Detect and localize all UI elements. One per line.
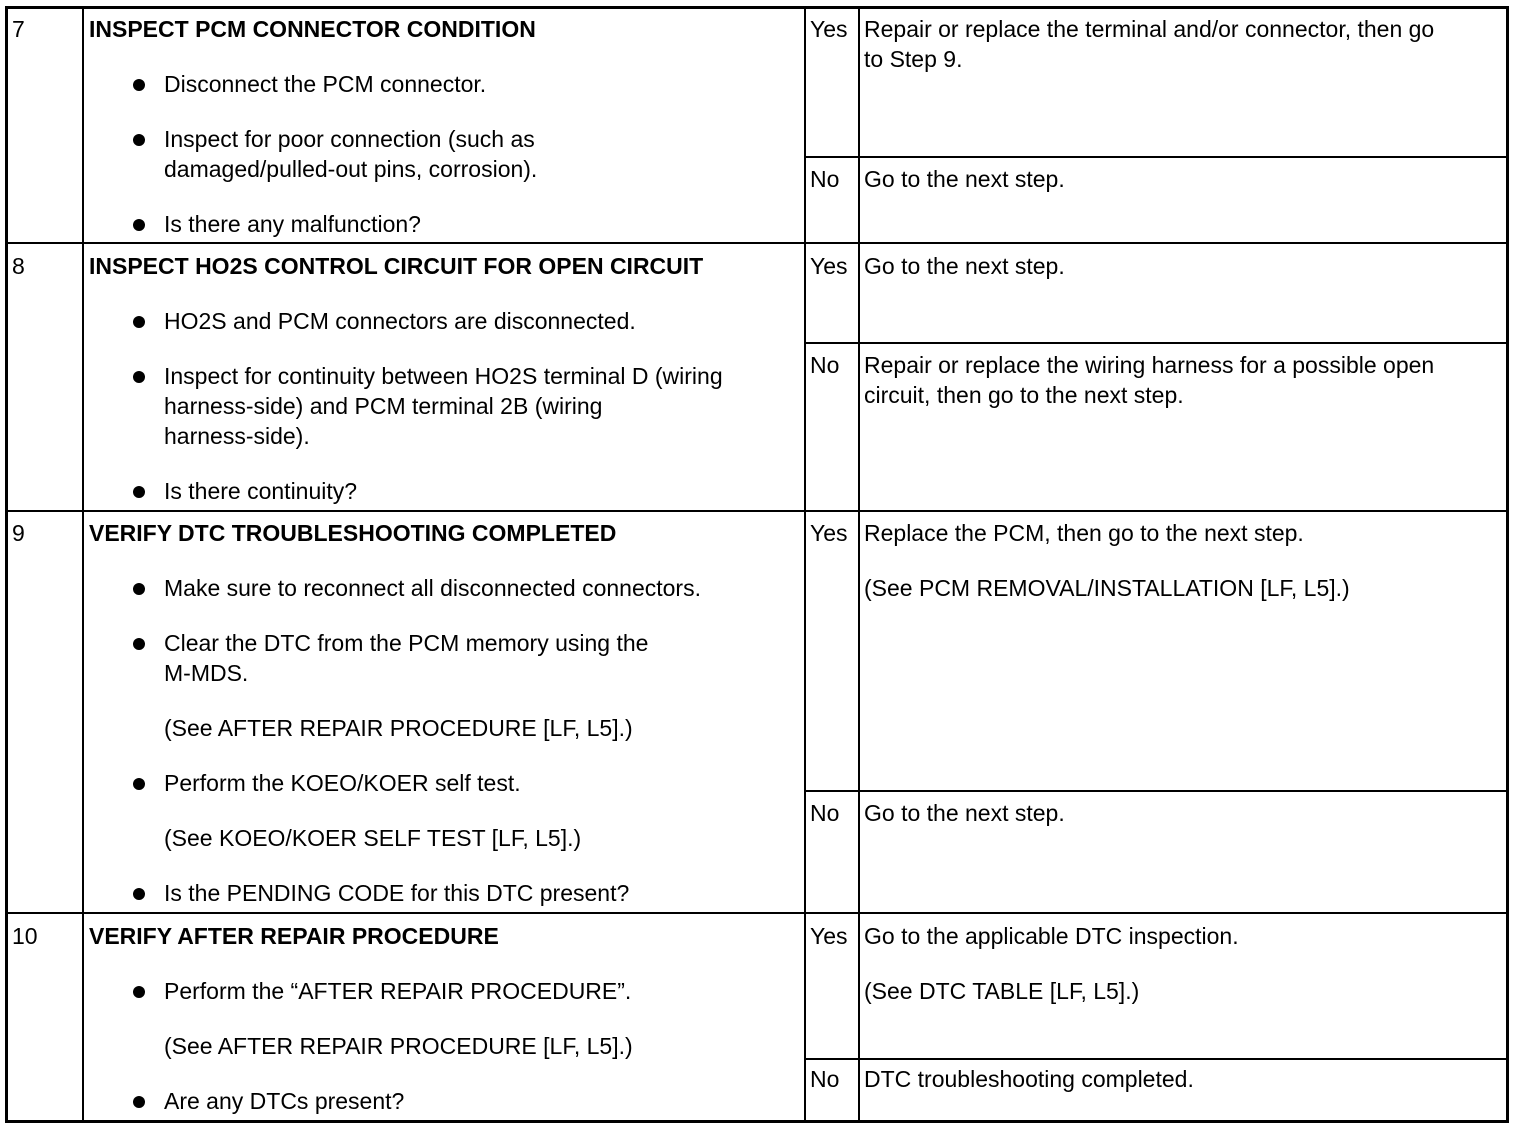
bullet-text: Inspect for poor connection (such as (164, 126, 535, 152)
bullet-dot (133, 986, 145, 998)
reference-link[interactable]: (See KOEO/KOER SELF TEST [LF, L5].) (164, 825, 582, 851)
reference-link[interactable]: (See DTC TABLE [LF, L5].) (864, 978, 1140, 1004)
bullet-dot (133, 219, 145, 231)
table-horizontal-rule (6, 1120, 1509, 1123)
bullet-dot (133, 638, 145, 650)
bullet-text: Are any DTCs present? (164, 1088, 405, 1114)
yes-action-text: Replace the PCM, then go to the next step. (864, 520, 1304, 546)
bullet-dot (133, 371, 145, 383)
bullet-dot (133, 888, 145, 900)
step-number: 9 (12, 520, 25, 546)
bullet-text: Perform the “AFTER REPAIR PROCEDURE”. (164, 978, 632, 1004)
bullet-text: Inspect for continuity between HO2S terminal D (wiring (164, 363, 723, 389)
bullet-text: Is there any malfunction? (164, 211, 421, 237)
step-title: INSPECT HO2S CONTROL CIRCUIT FOR OPEN CIRCUIT (89, 253, 704, 279)
bullet-text: harness-side) and PCM terminal 2B (wiring (164, 393, 603, 419)
bullet-text: Perform the KOEO/KOER self test. (164, 770, 521, 796)
no-label: No (810, 800, 840, 826)
table-vertical-rule (5, 6, 8, 1123)
bullet-text: damaged/pulled-out pins, corrosion). (164, 156, 538, 182)
yes-label: Yes (810, 253, 848, 279)
bullet-dot (133, 583, 145, 595)
reference-link[interactable]: (See AFTER REPAIR PROCEDURE [LF, L5].) (164, 1033, 633, 1059)
step-number: 8 (12, 253, 25, 279)
table-horizontal-rule (804, 790, 1506, 792)
bullet-text: Disconnect the PCM connector. (164, 71, 487, 97)
yes-label: Yes (810, 923, 848, 949)
bullet-text: Make sure to reconnect all disconnected connectors. (164, 575, 701, 601)
bullet-text: harness-side). (164, 423, 310, 449)
yes-action-text: to Step 9. (864, 46, 963, 72)
table-horizontal-rule (6, 912, 1509, 914)
table-horizontal-rule (804, 156, 1506, 158)
bullet-dot (133, 134, 145, 146)
bullet-dot (133, 778, 145, 790)
table-horizontal-rule (804, 342, 1506, 344)
no-action-text: DTC troubleshooting completed. (864, 1066, 1194, 1092)
table-horizontal-rule (6, 6, 1509, 9)
no-label: No (810, 352, 840, 378)
step-title: VERIFY DTC TROUBLESHOOTING COMPLETED (89, 520, 617, 546)
reference-link[interactable]: (See PCM REMOVAL/INSTALLATION [LF, L5].) (864, 575, 1350, 601)
bullet-text: M-MDS. (164, 660, 249, 686)
no-action-text: Go to the next step. (864, 166, 1065, 192)
no-action-text: circuit, then go to the next step. (864, 382, 1184, 408)
bullet-dot (133, 316, 145, 328)
yes-action-text: Go to the applicable DTC inspection. (864, 923, 1239, 949)
table-vertical-rule (1506, 6, 1509, 1123)
no-action-text: Repair or replace the wiring harness for a possible open (864, 352, 1435, 378)
bullet-dot (133, 486, 145, 498)
table-horizontal-rule (6, 510, 1509, 512)
bullet-text: Clear the DTC from the PCM memory using the (164, 630, 649, 656)
step-title: VERIFY AFTER REPAIR PROCEDURE (89, 923, 499, 949)
no-action-text: Go to the next step. (864, 800, 1065, 826)
no-label: No (810, 166, 840, 192)
yes-label: Yes (810, 520, 848, 546)
bullet-dot (133, 1096, 145, 1108)
step-number: 10 (12, 923, 38, 949)
bullet-text: Is the PENDING CODE for this DTC present? (164, 880, 630, 906)
table-vertical-rule (82, 6, 84, 1120)
yes-action-text: Repair or replace the terminal and/or connector, then go (864, 16, 1435, 42)
table-horizontal-rule (6, 242, 1509, 244)
step-number: 7 (12, 16, 25, 42)
yes-label: Yes (810, 16, 848, 42)
bullet-dot (133, 79, 145, 91)
step-title: INSPECT PCM CONNECTOR CONDITION (89, 16, 536, 42)
no-label: No (810, 1066, 840, 1092)
table-vertical-rule (858, 6, 860, 1120)
bullet-text: HO2S and PCM connectors are disconnected. (164, 308, 636, 334)
bullet-text: Is there continuity? (164, 478, 358, 504)
table-horizontal-rule (804, 1058, 1506, 1060)
reference-link[interactable]: (See AFTER REPAIR PROCEDURE [LF, L5].) (164, 715, 633, 741)
table-vertical-rule (804, 6, 806, 1120)
yes-action-text: Go to the next step. (864, 253, 1065, 279)
